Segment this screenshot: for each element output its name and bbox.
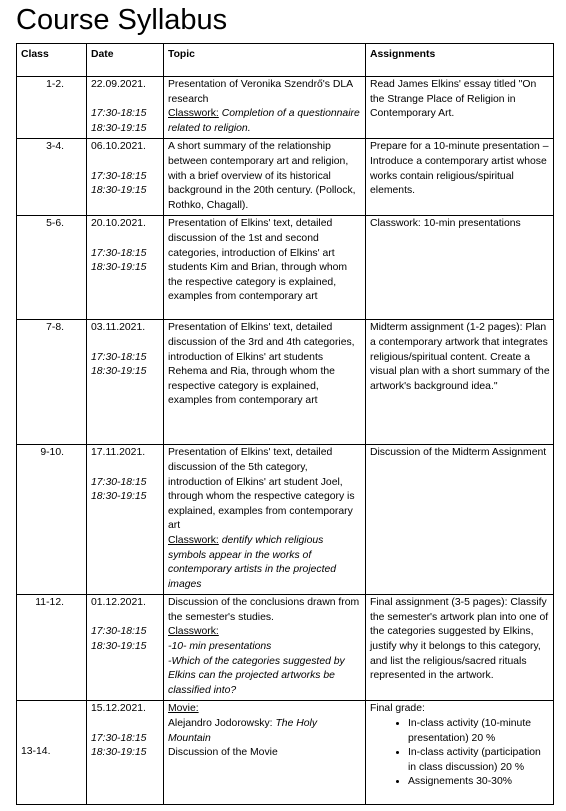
table-row (17, 139, 554, 216)
time-second: 18:30-19:15 (91, 185, 147, 197)
final-grade-heading: Final grade: (370, 703, 425, 715)
movie-title: The Holy Mountain (168, 718, 318, 744)
topic-cell (164, 595, 366, 701)
table-row (17, 216, 554, 320)
table-row (17, 77, 554, 139)
class-cell: 9-10. (17, 445, 87, 595)
class-cell: 3-4. (17, 139, 87, 216)
assignment-cell (366, 701, 554, 805)
topic-text: Presentation of Veronika Szendrő's DLA research (168, 79, 353, 105)
movie-label: Movie: (168, 703, 199, 715)
date-cell (87, 139, 164, 216)
date: 01.12.2021. (91, 597, 146, 609)
classwork-line-1: -10- min presentations (168, 641, 272, 653)
date-cell (87, 77, 164, 139)
header-date: Date (87, 44, 164, 77)
list-item: • In-class activity (participation in class discussion) 20 % (408, 746, 550, 775)
topic-cell (164, 77, 366, 139)
topic-text: Discussion of the conclusions drawn from the semester's studies. (168, 597, 360, 623)
class-cell: 7-8. (17, 320, 87, 445)
class-cell: 11-12. (17, 595, 87, 701)
date-cell (87, 216, 164, 320)
table-header-row (17, 44, 554, 77)
time-second: 18:30-19:15 (91, 491, 147, 503)
time-first: 17:30-18:15 (91, 476, 147, 488)
topic-cell: Presentation of Elkins' text, detailed discussion of the 1st and second categories, introduction of Elkins' art students Kim and Brian, through whom the respective category is explained, examples from contemporary art (164, 216, 366, 320)
movie-director: Alejandro Jodorowsky: (168, 718, 276, 730)
assignment-cell: Midterm assignment (1-2 pages): Plan a contemporary artwork that integrates religious/spiritual content. Create a visual plan with a short summary of the artwork's background idea." (366, 320, 554, 445)
header-class: Class (17, 44, 87, 77)
date: 15.12.2021. (91, 703, 146, 715)
date: 17.11.2021. (91, 447, 146, 459)
topic-cell (164, 701, 366, 805)
date: 22.09.2021. (91, 79, 146, 90)
header-assignments: Assignments (366, 44, 554, 77)
table-row (17, 445, 554, 595)
assignment-cell: Final assignment (3-5 pages): Classify the semester's artwork plan into one of the categories suggested by Elkins, justify why it belongs to this category, and list the religious/sacred rituals represented in the artwork. (366, 595, 554, 701)
topic-text: Presentation of Elkins' text, detailed discussion of the 5th category, introduction of Elkins' art student Joel, through whom the respective category is explained, examples from contemporary art (168, 447, 355, 532)
assignment-cell: Read James Elkins' essay titled "On the Strange Place of Religion in Contemporary Art. (366, 77, 554, 139)
list-item: • Assignements 30-30% (408, 775, 550, 790)
time-second: 18:30-19:15 (91, 747, 147, 759)
date-cell (87, 445, 164, 595)
time-second: 18:30-19:15 (91, 366, 147, 378)
time-first: 17:30-18:15 (91, 108, 147, 120)
syllabus-table (16, 43, 554, 805)
topic-cell: Presentation of Elkins' text, detailed discussion of the 3rd and 4th categories, introduction of Elkins' art students Rehema and Ria, through whom the respective category is explained, examples from contemporary art (164, 320, 366, 445)
class-cell: 1-2. (17, 77, 87, 139)
list-item: • In-class activity (10-minute presentation) 20 % (408, 717, 550, 746)
table-row (17, 320, 554, 445)
classwork-line-2: -Which of the categories suggested by Elkins can the projected artworks be classified into? (168, 655, 345, 696)
time-first: 17:30-18:15 (91, 170, 147, 182)
time-second: 18:30-19:15 (91, 641, 147, 653)
date: 03.11.2021. (91, 322, 146, 334)
class-cell: 5-6. (17, 216, 87, 320)
movie-discussion: Discussion of the Movie (168, 747, 278, 759)
classwork-text: dentify which religious symbols appear in the works of contemporary artists in the projected images (168, 534, 337, 590)
time-first: 17:30-18:15 (91, 626, 147, 638)
topic-cell: A short summary of the relationship between contemporary art and religion, with a brief overview of its historical background in the 20th century. (Pollock, Rothko, Chagall). (164, 139, 366, 216)
classwork-label: Classwork: (168, 626, 219, 638)
time-first: 17:30-18:15 (91, 247, 147, 259)
topic-cell (164, 445, 366, 595)
date-cell (87, 701, 164, 805)
class-cell: 13-14. (17, 701, 87, 805)
time-first: 17:30-18:15 (91, 732, 147, 744)
header-topic: Topic (164, 44, 366, 77)
table-row (17, 595, 554, 701)
time-first: 17:30-18:15 (91, 351, 147, 363)
date-cell (87, 595, 164, 701)
date-cell (87, 320, 164, 445)
date: 20.10.2021. (91, 218, 146, 230)
assignment-cell: Discussion of the Midterm Assignment (366, 445, 554, 595)
classwork-label: Classwork: (168, 108, 219, 120)
time-second: 18:30-19:15 (91, 262, 147, 274)
classwork-text: Completion of a questionnaire related to religion. (168, 108, 360, 134)
grade-list (370, 717, 550, 790)
assignment-cell: Prepare for a 10-minute presentation – Introduce a contemporary artist whose works contain religious/spiritual elements. (366, 139, 554, 216)
assignment-cell: Classwork: 10-min presentations (366, 216, 554, 320)
date: 06.10.2021. (91, 141, 146, 153)
page-title: Course Syllabus (16, 4, 228, 36)
classwork-label: Classwork: (168, 534, 219, 546)
time-second: 18:30-19:15 (91, 122, 147, 134)
table-row (17, 701, 554, 805)
